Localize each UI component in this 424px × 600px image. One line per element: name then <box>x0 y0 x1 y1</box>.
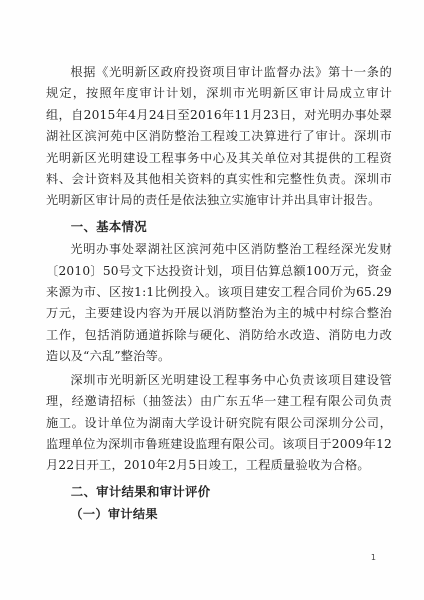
basic-info-paragraph-1: 光明办事处翠湖社区滨河苑中区消防整治工程经深光发财〔2010〕50号文下达投资计划，项目估算总额100万元，资金来源为市、区按1:1比例投入。该项目建安工程合同价为65.29万元，主要建设内容为开展以消防整治为主的城中村综合整治工作，包括消防通道拆除与硬化、消防给水改造、消防电力改造以及“六乱”整治等。 <box>46 242 392 364</box>
section-heading-basic-info: 一、基本情况 <box>70 218 147 234</box>
page-number: 1 <box>370 553 376 562</box>
basic-info-paragraph-2: 深圳市光明新区光明建设工程事务中心负责该项目建设管理，经邀请招标（抽签法）由广东五华一建工程有限公司负责施工。设计单位为湖南大学设计研究院有限公司深圳分公司，监理单位为深圳市鲁班建设监理有限公司。该项目于2009年12月22日开工，2010年2月5日竣工，工程质量验收为合格。 <box>46 372 392 473</box>
subsection-heading-audit-results: （一）审计结果 <box>70 507 158 522</box>
intro-paragraph: 根据《光明新区政府投资项目审计监督办法》第十一条的规定，按照年度审计计划，深圳市光明新区审计局成立审计组，自2015年4月24日至2016年11月23日，对光明办事处翠湖社区滨河苑中区消防整治工程竣工决算进行了审计。深圳市光明新区光明建设工程事务中心及其关单位对其提供的工程资料、会计资料及其他相关资料的真实性和完整性负责。深圳市光明新区审计局的责任是依法独立实施审计并出具审计报告。 <box>46 65 392 208</box>
document-body <box>46 62 392 526</box>
section-heading-audit-results: 二、审计结果和审计评价 <box>70 483 211 499</box>
